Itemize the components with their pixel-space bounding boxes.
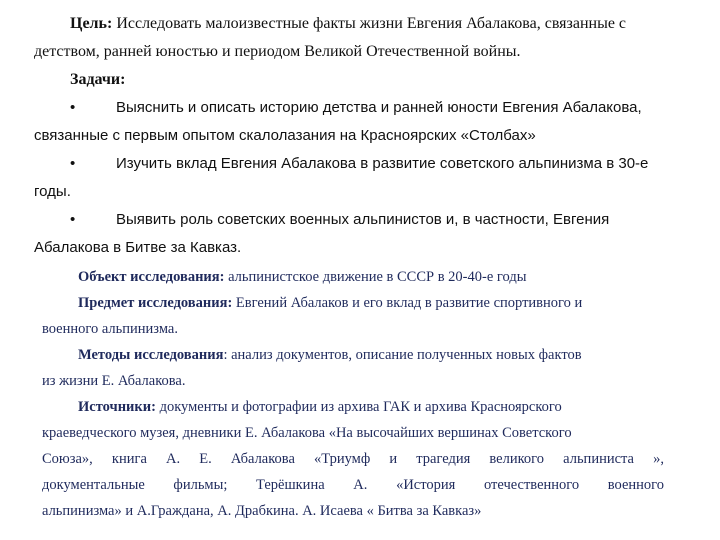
task-2-line-1: Изучить вклад Евгения Абалакова в развитие советского альпинизма в 30-е <box>116 155 649 172</box>
subject-text-2: военного альпинизма. <box>42 321 178 337</box>
bullet-icon: • <box>70 99 76 116</box>
task-1-line-1: Выяснить и описать историю детства и ранней юности Евгения Абалакова, <box>116 99 642 116</box>
methods-line-1 <box>42 342 664 368</box>
task-item-3 <box>34 206 684 234</box>
sources-text-3: Союза», книга А. Е. Абалакова «Триумф и трагедия великого альпиниста », <box>42 451 664 467</box>
methods-text-1: : анализ документов, описание полученных новых фактов <box>223 347 582 363</box>
goals-tasks-block <box>34 10 684 262</box>
task-item-1 <box>34 94 684 122</box>
goal-label: Цель: <box>70 15 113 32</box>
task-1-line-2: связанные с первым опытом скалолазания на Красноярских «Столбах» <box>34 127 536 144</box>
sources-text-4: документальные фильмы; Терёшкина А. «История отечественного военного <box>42 477 664 493</box>
tasks-heading <box>34 66 684 94</box>
sources-text-5: альпинизма» и А.Граждана, А. Драбкина. А. Исаева « Битва за Кавказ» <box>42 503 482 519</box>
subject-label: Предмет исследования: <box>78 295 233 311</box>
task-2-line-2: годы. <box>34 183 71 200</box>
goal-line-1 <box>34 10 684 38</box>
task-3-line-1: Выявить роль советских военных альпинистов и, в частности, Евгения <box>116 211 610 228</box>
sources-text-2: краеведческого музея, дневники Е. Абалакова «На высочайших вершинах Советского <box>42 425 572 441</box>
task-item-2 <box>34 150 684 178</box>
goal-text-1: Исследовать малоизвестные факты жизни Евгения Абалакова, связанные с <box>116 15 627 32</box>
bullet-icon: • <box>70 155 76 172</box>
object-label: Объект исследования: <box>78 269 225 285</box>
research-details-block <box>42 264 664 524</box>
methods-text-2: из жизни Е. Абалакова. <box>42 373 186 389</box>
sources-text-1: документы и фотографии из архива ГАК и архива Красноярского <box>159 399 562 415</box>
task-3-line-2: Абалакова в Битве за Кавказ. <box>34 239 242 256</box>
object-line <box>42 264 664 290</box>
subject-line-1 <box>42 290 664 316</box>
sources-label: Источники: <box>78 399 156 415</box>
tasks-label: Задачи: <box>70 71 126 88</box>
subject-text-1: Евгений Абалаков и его вклад в развитие спортивного и <box>235 295 583 311</box>
bullet-icon: • <box>70 211 76 228</box>
methods-label: Методы исследования <box>78 347 224 363</box>
object-text: альпинистское движение в СССР в 20-40-е годы <box>228 269 527 285</box>
goal-text-2: детством, ранней юностью и периодом Великой Отечественной войны. <box>34 43 521 60</box>
sources-line-1 <box>42 394 664 420</box>
